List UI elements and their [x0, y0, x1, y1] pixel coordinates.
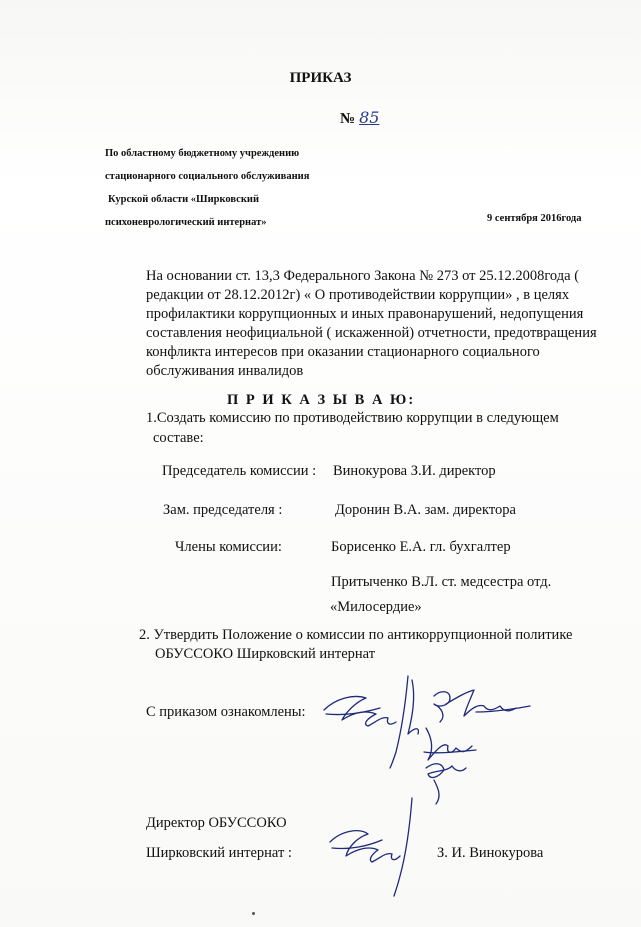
members-label: Члены комиссии: [175, 539, 282, 555]
member-2-line-2: «Милосердие» [330, 599, 422, 615]
director-signature [316, 790, 436, 900]
item-1-line-1: 1.Создать комиссию по противодействию коррупции в следующем [146, 410, 559, 426]
member-2-line-1: Притыченко В.Л. ст. медсестра отд. [331, 574, 552, 590]
director-title-line-1: Директор ОБУССОКО [146, 815, 287, 831]
org-line-3: Курской области «Ширковский [108, 194, 259, 205]
director-name: З. И. Винокурова [437, 845, 544, 861]
chair-value: Винокурова З.И. директор [333, 463, 496, 479]
org-line-1: По областному бюджетному учреждению [105, 148, 300, 159]
acquainted-label: С приказом ознакомлены: [146, 704, 306, 720]
page-mark [252, 912, 255, 915]
preamble-paragraph: На основании ст. 13,3 Федерального Закона № 273 от 25.12.2008года ( редакции от 28.12.2012г) « О противодействии коррупции» , в целях профилактики коррупционных и иных правонарушений, недопущения составления неофициальной ( искаженной) отчетности, предотвращения конфликта интересов при оказании стационарного социального обслуживания инвалидов [146, 268, 597, 379]
member-1: Борисенко Е.А. гл. бухгалтер [331, 539, 511, 555]
handwritten-number: 85 [359, 108, 380, 127]
order-number [340, 108, 379, 128]
org-line-2: стационарного социального обслуживания [105, 171, 310, 182]
deputy-label: Зам. председателя : [163, 502, 283, 518]
item-2-line-2: ОБУССОКО Ширковский интернат [155, 646, 376, 662]
org-line-4: психоневрологический интернат» [105, 217, 267, 228]
item-1-line-2: составе: [153, 430, 204, 446]
director-title-line-2: Ширковский интернат : [146, 845, 292, 861]
deputy-value: Доронин В.А. зам. директора [335, 502, 516, 518]
order-date: 9 сентября 2016года [487, 213, 582, 224]
order-heading: П Р И К А З Ы В А Ю: [227, 392, 416, 408]
item-2-line-1: 2. Утвердить Положение о комиссии по антикоррупционной политике [139, 627, 573, 643]
chair-label: Председатель комиссии : [162, 463, 317, 479]
number-sign: № [340, 111, 356, 127]
document-title: ПРИКАЗ [289, 70, 352, 86]
